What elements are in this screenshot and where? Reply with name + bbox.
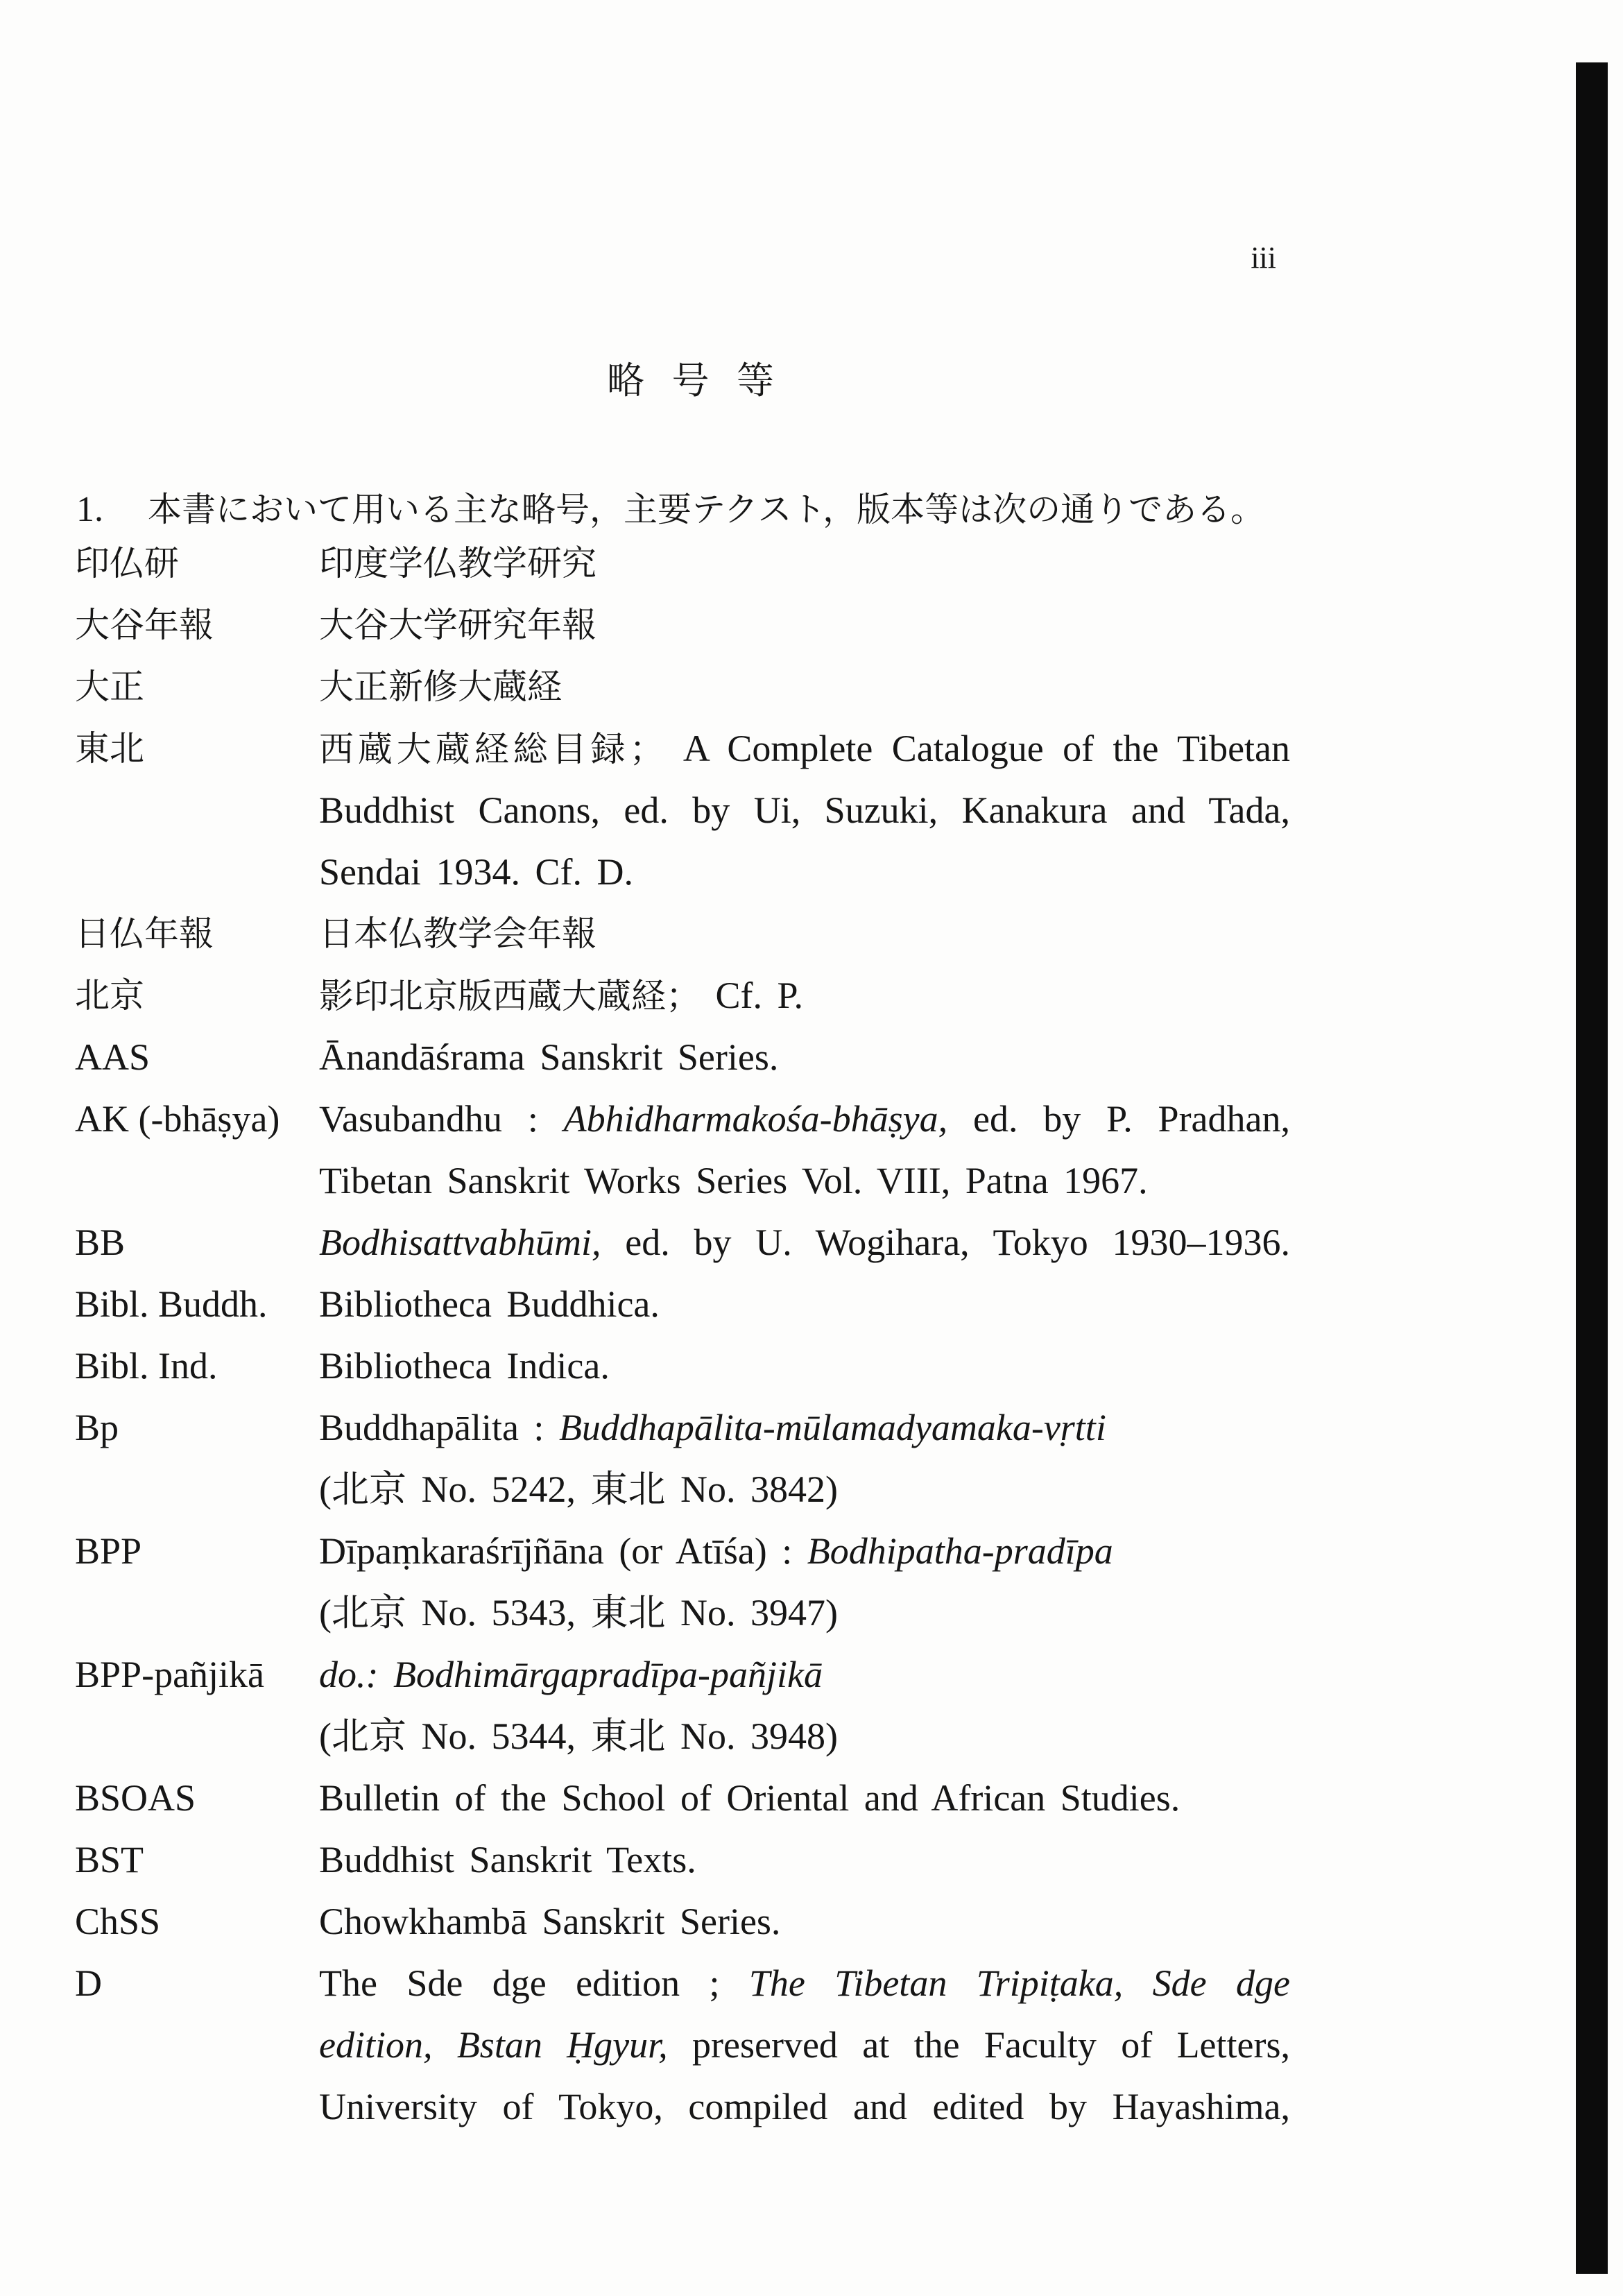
work-title: edition, Bstan Ḥgyur, (319, 2024, 668, 2066)
abbreviation-entry (75, 903, 1296, 965)
abbreviation-definition (319, 1274, 1290, 1335)
abbreviation: 日仏年報 (75, 914, 214, 953)
abbreviation-entry (75, 1274, 1296, 1335)
definition-line (319, 965, 1290, 1027)
abbreviation: BPP-pañjikā (75, 1654, 265, 1695)
abbreviation-definition (319, 1335, 1290, 1397)
definition-segment: The Sde dge edition ; (319, 1962, 749, 2004)
abbreviation-entry (75, 1953, 1296, 2138)
abbreviation: D (75, 1962, 102, 2004)
intro-text: 本書において用いる主な略号，主要テクスト，版本等は次の通りである。 (148, 490, 1265, 529)
abbreviation-definition (319, 1829, 1290, 1891)
abbreviation: BB (75, 1222, 126, 1263)
abbreviation: BPP (75, 1530, 142, 1572)
abbreviation: Bibl. Buddh. (75, 1283, 268, 1325)
definition-line: do.: Bodhimārgapradīpa-pañjikā (319, 1654, 823, 1695)
page-title: 略 号 等 (607, 360, 774, 402)
abbreviation-entry (75, 594, 1296, 656)
abbreviation: AAS (75, 1036, 151, 1078)
definition-segment: Vasubandhu : (319, 1098, 564, 1140)
definition-line (319, 1520, 1290, 1582)
definition-line: (北京 No. 5343, 東北 No. 3947) (319, 1592, 838, 1634)
abbreviation: Bibl. Ind. (75, 1345, 218, 1387)
work-title: Buddhapālita-mūlamadyamaka-vṛtti (558, 1407, 1106, 1448)
definition-line: 日本仏教学会年報 (319, 914, 596, 953)
abbreviation-entry (75, 1212, 1296, 1274)
abbreviation: AK (-bhāṣya) (75, 1098, 280, 1140)
abbreviation-entry (75, 1891, 1296, 1953)
abbreviation-entry (75, 1088, 1296, 1212)
definition-line: Tibetan Sanskrit Works Series Vol. VIII, Patna 1967. (319, 1160, 1148, 1201)
definition-line (319, 1088, 1290, 1150)
abbreviation-list (75, 533, 1296, 2138)
abbreviation-definition (319, 1767, 1290, 1829)
definition-segment: ed. by U. Wogihara, Tokyo 1930–1936. (601, 1222, 1290, 1263)
work-title: Bodhisattvabhūmi, (319, 1222, 601, 1263)
abbreviation: BSOAS (75, 1777, 196, 1819)
abbreviation: 大正 (75, 667, 144, 706)
abbreviation-entry (75, 1027, 1296, 1088)
definition-line: (北京 No. 5242, 東北 No. 3842) (319, 1468, 838, 1510)
abbreviation: 大谷年報 (75, 606, 214, 644)
page-number: iii (1251, 241, 1276, 275)
abbreviation-definition (319, 1027, 1290, 1088)
definition-line: Bibliotheca Indica. (319, 1345, 610, 1387)
definition-segment: preserved at the Faculty of Letters, (667, 2024, 1290, 2066)
abbreviation-definition (319, 965, 1290, 1027)
definition-line (319, 2014, 1290, 2076)
abbreviation-definition (319, 1953, 1290, 2138)
definition-segment: Dīpaṃkaraśrījñāna (or Atīśa) : (319, 1530, 807, 1572)
abbreviation-definition (319, 903, 1290, 965)
abbreviation-entry (75, 533, 1296, 594)
abbreviation-definition (319, 656, 1290, 718)
definition-line: 大正新修大蔵経 (319, 667, 562, 706)
abbreviation-definition (319, 1644, 1290, 1767)
definition-line: Ānandāśrama Sanskrit Series. (319, 1036, 779, 1078)
abbreviation-entry (75, 1767, 1296, 1829)
abbreviation-entry (75, 1829, 1296, 1891)
definition-line (319, 718, 1290, 780)
abbreviation: 東北 (75, 729, 144, 768)
definition-line (319, 1953, 1290, 2014)
definition-line: (北京 No. 5344, 東北 No. 3948) (319, 1715, 838, 1757)
abbreviation: 北京 (75, 976, 144, 1015)
definition-segment: 影印北京版西蔵大蔵経； (319, 977, 701, 1016)
scan-edge-bar (1576, 62, 1608, 2274)
work-title: The Tibetan Tripiṭaka, Sde dge (748, 1962, 1290, 2004)
definition-line (319, 1397, 1290, 1459)
definition-segment: 西蔵大蔵経総目録； (319, 730, 664, 769)
abbreviation: BST (75, 1839, 144, 1881)
definition-line (319, 1212, 1290, 1274)
abbreviation-entry (75, 1335, 1296, 1397)
definition-line: Chowkhambā Sanskrit Series. (319, 1901, 781, 1942)
abbreviation-entry (75, 656, 1296, 718)
definition-line: Bulletin of the School of Oriental and African Studies. (319, 1777, 1180, 1819)
work-title: Bodhipatha-pradīpa (807, 1530, 1113, 1572)
abbreviation-definition (319, 533, 1290, 594)
definition-segment: A Complete Catalogue of the Tibetan (664, 728, 1290, 769)
abbreviation: 印仏研 (75, 544, 179, 583)
intro-line (76, 479, 1297, 540)
abbreviation-entry (75, 965, 1296, 1027)
definition-segment: Cf. P. (701, 975, 804, 1016)
abbreviation-definition (319, 718, 1290, 903)
definition-segment: Buddhapālita : (319, 1407, 559, 1448)
abbreviation-definition (319, 1891, 1290, 1953)
definition-line: Bibliotheca Buddhica. (319, 1283, 660, 1325)
definition-line: Sendai 1934. Cf. D. (319, 851, 633, 893)
abbreviation-definition (319, 1212, 1290, 1274)
abbreviation: Bp (75, 1407, 119, 1448)
abbreviation-entry (75, 1397, 1296, 1520)
definition-line: Buddhist Canons, ed. by Ui, Suzuki, Kanakura and Tada, (319, 789, 1290, 831)
definition-line: 印度学仏教学研究 (319, 544, 596, 583)
abbreviation-entry (75, 1520, 1296, 1644)
abbreviation: ChSS (75, 1901, 161, 1942)
abbreviation-definition (319, 1397, 1290, 1520)
work-title: Abhidharmakośa-bhāṣya, (563, 1098, 948, 1140)
abbreviation-definition (319, 1520, 1290, 1644)
abbreviation-definition (319, 594, 1290, 656)
definition-line: 大谷大学研究年報 (319, 606, 596, 644)
definition-line: University of Tokyo, compiled and edited by Hayashima, (319, 2086, 1290, 2127)
abbreviation-entry (75, 1644, 1296, 1767)
intro-number: 1. (76, 490, 103, 529)
abbreviation-entry (75, 718, 1296, 903)
abbreviation-definition (319, 1088, 1290, 1212)
definition-line: Buddhist Sanskrit Texts. (319, 1839, 696, 1881)
definition-segment: ed. by P. Pradhan, (947, 1098, 1290, 1140)
